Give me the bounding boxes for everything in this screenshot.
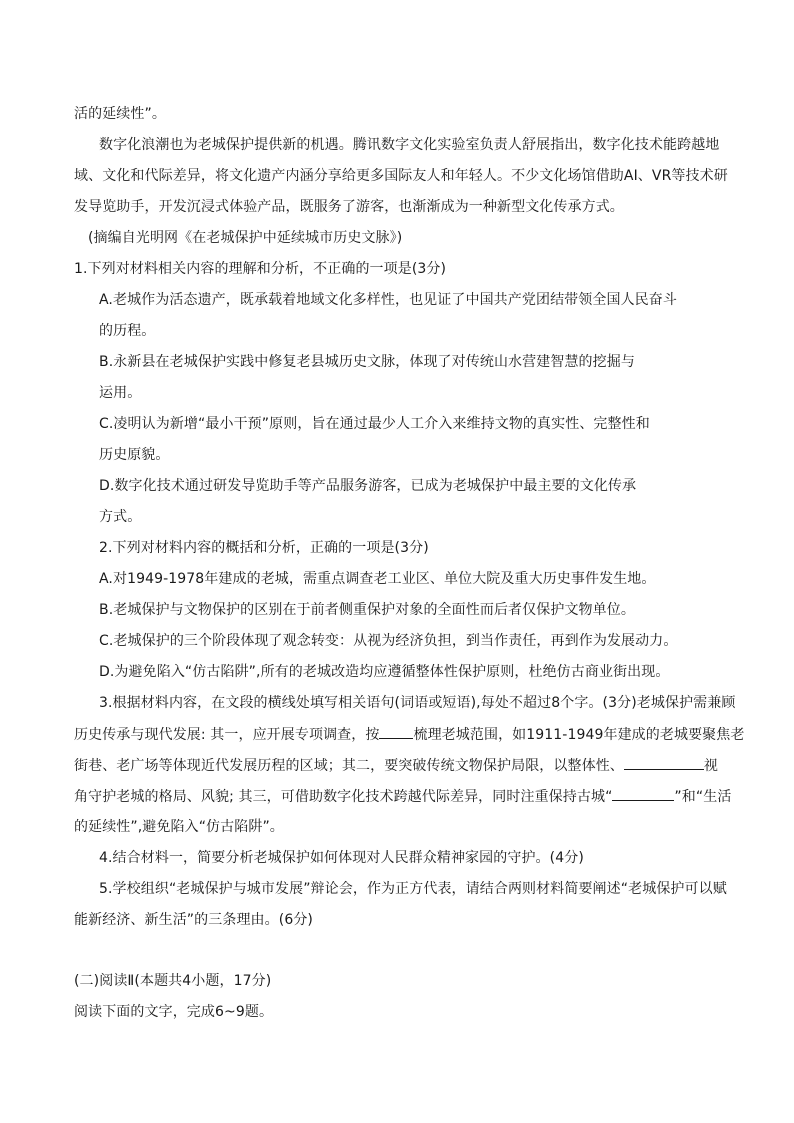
passage-paragraph-line: 域、文化和代际差异，将文化遗产内涵分享给更多国际友人和年轻人。不少文化场馆借助AI、VR等技术研 (74, 168, 728, 184)
question-2-option-a: A.对1949-1978年建成的老城，需重点调查老工业区、单位大院及重大历史事件发生地。 (99, 571, 656, 587)
question-1-option-a-cont: 的历程。 (99, 323, 156, 339)
question-2-option-d: D.为避免陷入“仿古陷阱”,所有的老城改造均应遵循整体性保护原则，杜绝仿古商业街出现。 (99, 664, 670, 680)
question-3-text: 梳理老城范围，如1911-1949年建成的老城要聚焦老 (413, 727, 745, 743)
question-4: 4.结合材料一，简要分析老城保护如何体现对人民群众精神家园的守护。(4分) (99, 850, 584, 866)
answer-blank-3[interactable] (612, 786, 674, 801)
question-1-option-c-cont: 历史原貌。 (99, 447, 170, 463)
question-5-line: 能新经济、新生活”的三条理由。(6分) (74, 912, 313, 928)
question-2-option-b: B.老城保护与文物保护的区别在于前者侧重保护对象的全面性而后者仅保护文物单位。 (99, 602, 635, 618)
question-1-option-a: A.老城作为活态遗产，既承载着地域文化多样性，也见证了中国共产党团结带领全国人民奋斗 (99, 292, 677, 308)
answer-blank-1[interactable] (379, 724, 413, 739)
question-3-text: 历史传承与现代发展: 其一，应开展专项调查，按 (74, 727, 380, 743)
question-1-option-b: B.永新县在老城保护实践中修复老县城历史文脉，体现了对传统山水营建智慧的挖掘与 (99, 354, 635, 370)
question-2-option-c: C.老城保护的三个阶段体现了观念转变：从视为经济负担，到当作责任，再到作为发展动力。 (99, 633, 678, 649)
answer-blank-2[interactable] (624, 755, 704, 770)
question-1-stem: 1.下列对材料相关内容的理解和分析，不正确的一项是(3分) (74, 261, 447, 277)
question-5-line: 5.学校组织“老城保护与城市发展”辩论会，作为正方代表，请结合两则材料简要阐述“老城保护可以赋 (99, 881, 727, 897)
question-2-stem: 2.下列对材料内容的概括和分析，正确的一项是(3分) (99, 540, 429, 556)
question-3-line: 3.根据材料内容，在文段的横线处填写相关语句(词语或短语),每处不超过8个字。(3分)老城保护需兼顾 (99, 695, 736, 711)
section-heading: (二)阅读Ⅱ(本题共4小题，17分) (74, 973, 272, 989)
passage-source: (摘编自光明网《在老城保护中延续城市历史文脉》) (88, 230, 403, 246)
question-1-option-d: D.数字化技术通过研发导览助手等产品服务游客，已成为老城保护中最主要的文化传承 (99, 478, 637, 494)
question-3-line (74, 786, 731, 807)
question-3-line (74, 724, 744, 745)
question-3-text: 视 (703, 758, 719, 774)
passage-continued-line: 活的延续性”。 (74, 106, 166, 122)
question-3-text: 角守护老城的格局、风貌; 其三，可借助数字化技术跨越代际差异，同时注重保持古城“ (74, 789, 613, 805)
passage-paragraph-line: 发导览助手，开发沉浸式体验产品，既服务了游客，也渐渐成为一种新型文化传承方式。 (74, 199, 624, 215)
question-1-option-c: C.凌明认为新增“最小干预”原则，旨在通过最少人工介入来维持文物的真实性、完整性和 (99, 416, 650, 432)
question-3-text: ”和“生活 (674, 789, 732, 805)
question-3-line: 的延续性”,避免陷入“仿古陷阱”。 (74, 819, 284, 835)
question-3-text: 街巷、老广场等体现近代发展历程的区域；其二，要突破传统文物保护局限，以整体性、 (74, 758, 624, 774)
passage-paragraph-line: 数字化浪潮也为老城保护提供新的机遇。腾讯数字文化实验室负责人舒展指出，数字化技术能跨越地 (99, 137, 720, 153)
question-3-line (74, 755, 718, 776)
question-1-option-b-cont: 运用。 (99, 385, 142, 401)
section-instruction: 阅读下面的文字，完成6~9题。 (74, 1004, 274, 1020)
question-1-option-d-cont: 方式。 (99, 509, 142, 525)
